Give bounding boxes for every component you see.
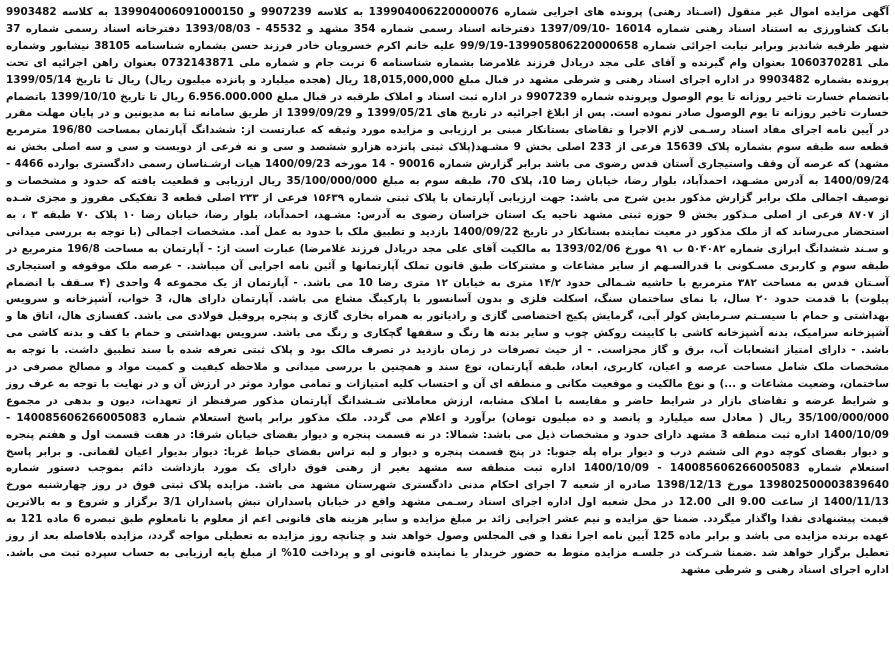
auction-notice-body-text: آگهی مزایده اموال غیر منقول (اسـناد رهنی) پرونده های اجرایی شماره 139904006220000076 به کلاسه 9907239 و 139904006091000150 به کلاسه 9903482 بانک کشاورزی به استناد اسناد رهنی شماره 16014 -1397/09/10 دفترخانه اسناد رسمی شماره 354 مشهد و 45532 - 1393/08/03 دفترخانه اسناد رسمی شماره 37 شهر طرقبه شاندیز وبرابر نیابت اجرائی شماره 139905806220000658-99/9/19 علیه خانم اکرم خسرویان خادر فرزند حسن بشماره شناسنامه 38105 نیشابور وشماره ملی 1060370281 بعنوان وام گیرنده و آقای علی مجد دریادل فرزند غلامرضا بشماره شناسنامه 6 تربت جام و شماره ملی 0732143871 بعنوان راهن اجرائیه ای تحت پرونده بشماره 9903482 در اداره اجرای اسناد رهنی و شرطی مشهد در قبال مبلغ 18,015,000,000 ریال (هجده میلیارد و پانزده میلیون ریال) ریال تا تاریخ 1399/05/14 باتضمام خسارت تاخیر روزانه تا یوم الوصول وپرونده شماره 9907239 در اداره ثبت اسناد و املاک طرقبه در قبال مبلغ 6.956.000.000 ریال تا تاریخ 1399/10/10 باتضمام خسارت تاخیر روزانه تا یوم الوصول صادر نموده است. پس از ابلاغ اجرائیه در تاریخ های 1399/05/21 و 1399/09/29 از طریق سامانه ثنا به مدیونین و در پایان مهلت مقرر در آیین نامه اجرای مفاد اسناد رسـمی لازم الاجرا و تقاضای بستانکار مبنی بر ارزیابی و مزایده مورد وثیقه که عبارتست از: ششدانگ آپارتمان بمساحت 196/80 مترمربع قطعه سه طبقه سوم بشماره پلاک 15639 فرعی از 233 اصلی بخش 9 مشـهد(پلاک ثبتی پانزده هزارو ششصد و سی و نه فرعی از دویست و سی و سه اصلی بخش نه مشهد) که عرصه آن وقف واستیجاری آستان قدس رضوی می باشد برابر گزارش شماره 90016 - 14 مورخه 1400/09/23 هیات ارشـناسان رسمی دادگستری بوارده 4466 - 1400/09/24 به آدرس مشـهد، احمدآباد، بلوار رضا، خیابان رضا 10، پلاک 70، طبقه سوم به مبلغ 35/100/000/000 ریال ارزیابی و قطعیت یافته که حدود و مشخصات و توصیف اجمالی ملک برابر گزارش مذکور بدین شرح می باشد: جهت ارزیابی آپارتمان با پلاک ثبتی شماره ۱۵۶۳۹ فرعی از ۲۳۳ اصلی قطعه 3 تفکیکی مفروز و مجزی شـده از ۸۷۰۷ فرعی از اصلی مـذکور بخش 9 حوزه ثبتی مشهد ناحیه یک استان خراسان رضوی به آدرس: مشـهد، احمدآباد، بلوار رضا، خیابان رضا ۱۰ پلاک ۷۰ طبقه ۳ ، به استحضار می‌رساند که از ملک مذکور در معیت نماینده بستانکار در تاریخ 1400/09/22 بازدید و تطبیق ملک با حدود به عمل آمد. مشخصات اجمالی (با توجه به بررسی میدانی و سـند ششدانگ ابرازی شماره ۵۰۴۰۸۲ ب ۹۱ مورخ 1393/02/06 به مالکیت آقای علی مجد دریادل فرزند غلامرضا) عبارت است از: - آپارتمان به مساحت 196/8 مترمربع در طبقه سوم و کاربری مسـکونی با قدرالسـهم از سایر مشاعات و مشترکات طبق قانون تملک آپارتمانها و آئین نامه اجرایی آن میباشد. - عرصه ملک موقوفه و استیجاری آسـتان قدس به مساحت ۳۸۲ مترمربع با حاشیه شـمالی حدود ۱۴/۲ متری به خیابان ۱۲ متری رضا 10 می باشد. - آپارتمان از یک مجموعه 4 واحدی (۴ سـقف با انضمام پیلوت) با قدمت حدود ۲۰ سال، با نمای ساختمان سنگ، اسکلت فلزی و بدون آسانسور با پارکینگ مشاع می باشد. آپارتمان دارای هال، 3 خواب، آشپزخانه و سرویس بهداشتی و حمام با سیسـتم سـرمایش کولر آبی، گرمایش پکیج اختصاصی گازی و رادیاتور به همراه بخاری گازی و پنجره پروفیل فولادی می باشد. کفسازی هال، اتاق ها و آشپزخانه سرامیک، بدنه آشپزخانه کاشی با کابینت روکش چوب و سایر بدنه ها رنگ و سقفها گچکاری و رنگ می باشد. سرویس بهداشتی و حمام با کف و بدنه کاشی می باشد. - دارای امتیاز انشعابات آب، برق و گاز مجزاست. - از حیث تصرفات در زمان بازدید در تصرف مالک بود و پلاک ثبتی تعرفه شده با سند تطبیق داشت. با توجه به مشخصات ملک شامل مساحت عرصه و اعیان، کاربری، ابعاد، طبقه آپارتمان، نوع سند و همچنین با بررسی میدانی و ملاحظه کیفیت و کمیت مواد و مصالح مصرفی در ساختمان، وضعیت مشاعات و ...) و نوع مالکیت و موقعیت مکانی و منطقه ای آن و احتساب کلیه امتیازات و تمامی موارد موثر در ارزش آن و در نهایت با توجه به عرف روز و شرایط عرضه و تقاضای بازار در شرایط حاضر و مقایسه با املاک مشابه، ارزش معاملاتی شـشدانگ آپارتمان مذکور صرفنظر از تعهدات، دیون و بدهی در مجموع 35/100/000/000 ریال ( معادل سه میلیارد و پانصد و ده میلیون تومان) برآورد و اعلام می گردد. ملک مذکور برابر پاسخ استعلام شماره 140085606266005083 - 1400/10/09 اداره ثبت منطقه 3 مشهد دارای حدود و مشخصات ذیل می باشد: شمالا: در نه قسمت پنجره و دیوار بفضای خیابان شرقا: در هفت قسمت اول و هفتم پنجره و دیوار بفضای کوچه دوم الی ششم درب و دیوار براه پله جنوبا: در پنج قسمت پنجره و دیوار و لبه تراس بفضای حیاط غربا: دیوار بدیوار اعیان لقمانی. و برابر پاسخ استعلام شماره 140085606266005083 - 1400/10/09 اداره ثبت منطقه سه مشهد بغیر از رهنی فوق دارای یک مورد بازداشت دائم بموجب دستور شماره 139802500003839640 مورخ 1398/12/13 صادره از شعبه 7 اجرای احکام مدنی دادگستری شهرستان مشهد می باشد. مزایده پلاک ثبتی فوق در روز چهارشنبه مورخ 1400/11/13 از ساعت 9.00 الی 12.00 در محل شعبه اول اداره اجرای اسناد رسـمی مشهد واقع در خیابان پاسداران نبش پاسداران 3/1 برگزار و شروع و به بالاترین قیمت پیشنهادی نقدا واگذار میگردد. ضمنا حق مزایده و نیم عشر اجرایی زائد بر مبلغ مزایده و سایر هزینه های قانونی اعم از معلوم یا نامعلوم طبق تبصره 6 ماده 121 به عهده برنده مزایده می باشد و برابر ماده 125 آیین نامه اجرا نقدا و فی المجلس وصول خواهد شد و چنانچه روز مزایده به تعطیلی مواجه گردد، مزایده بلافاصله بعد از روز تعطیل برگزار خواهد شد .ضمنا شـرکت در جلسـه مزایده منوط به حضور خریدار یا نماینده قانونی او و پرداخت 10% از مبلغ پایه ارزیابی به حساب سپرده ثبت می باشد. اداره اجرای اسناد رهنی و شرطی مشهد	[6, 6, 890, 576]
